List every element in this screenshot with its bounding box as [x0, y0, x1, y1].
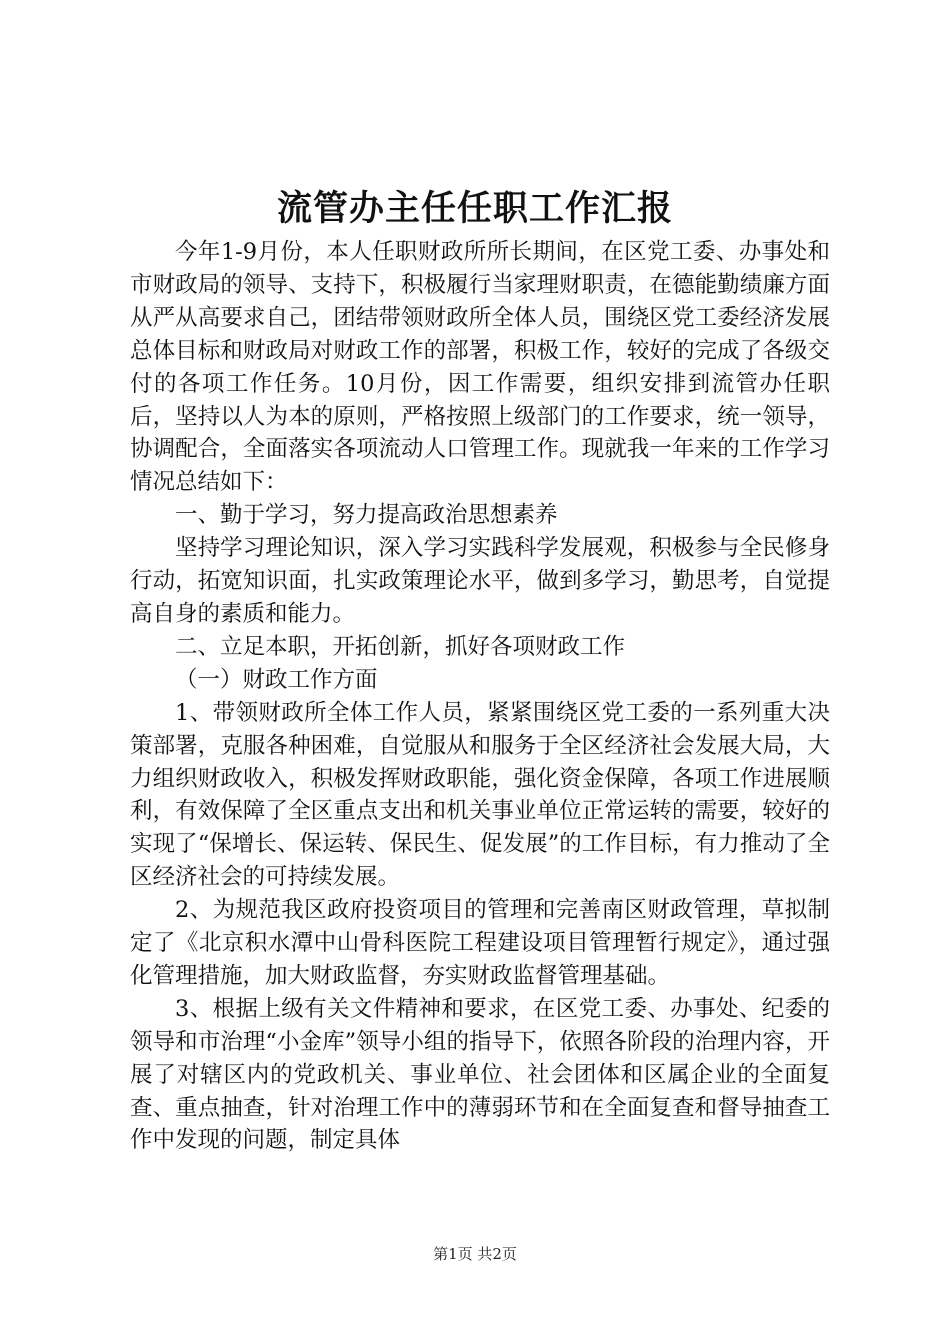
section-heading-1: 一、勤于学习，努力提高政治思想素养	[175, 502, 558, 529]
item-3-paragraph: 3、根据上级有关文件精神和要求，在区党工委、办事处、纪委的领导和市治理“小金库”领导小组的指导下，依照各阶段的治理内容，开展了对辖区内的党政机关、事业单位、社会团体和区属企业的全面复查、重点抽查，针对治理工作中的薄弱环节和在全面复查和督导抽查工作中发现的问题，制定具体	[130, 995, 830, 1154]
item-2-paragraph: 2、为规范我区政府投资项目的管理和完善南区财政管理，草拟制定了《北京积水潭中山骨科医院工程建设项目管理暂行规定》，通过强化管理措施，加大财政监督，夯实财政监督管理基础。	[130, 897, 830, 989]
section-heading-2: 二、立足本职，开拓创新，抓好各项财政工作	[175, 633, 626, 660]
page-number-footer: 第1页 共2页	[433, 1245, 517, 1263]
section-1-paragraph: 坚持学习理论知识，深入学习实践科学发展观，积极参与全民修身行动，拓宽知识面，扎实政策理论水平，做到多学习，勤思考，自觉提高自身的素质和能力。	[130, 535, 830, 627]
intro-paragraph: 今年1-9月份，本人任职财政所所长期间，在区党工委、办事处和市财政局的领导、支持下，积极履行当家理财职责，在德能勤绩廉方面从严从高要求自己，团结带领财政所全体人员，围绕区党工委经济发展总体目标和财政局对财政工作的部署，积极工作，较好的完成了各级交付的各项工作任务。10月份，因工作需要，组织安排到流管办任职后，坚持以人为本的原则，严格按照上级部门的工作要求，统一领导，协调配合，全面落实各项流动人口管理工作。现就我一年来的工作学习情况总结如下：	[130, 239, 830, 496]
subsection-heading-finance: （一）财政工作方面	[175, 666, 378, 693]
item-1-paragraph: 1、带领财政所全体工作人员，紧紧围绕区党工委的一系列重大决策部署，克服各种困难，自觉服从和服务于全区经济社会发展大局，大力组织财政收入，积极发挥财政职能，强化资金保障，各项工作进展顺利，有效保障了全区重点支出和机关事业单位正常运转的需要，较好的实现了“保增长、保运转、保民生、促发展”的工作目标，有力推动了全区经济社会的可持续发展。	[130, 699, 830, 891]
document-body	[130, 236, 830, 1157]
document-title: 流管办主任任职工作汇报	[276, 188, 673, 229]
